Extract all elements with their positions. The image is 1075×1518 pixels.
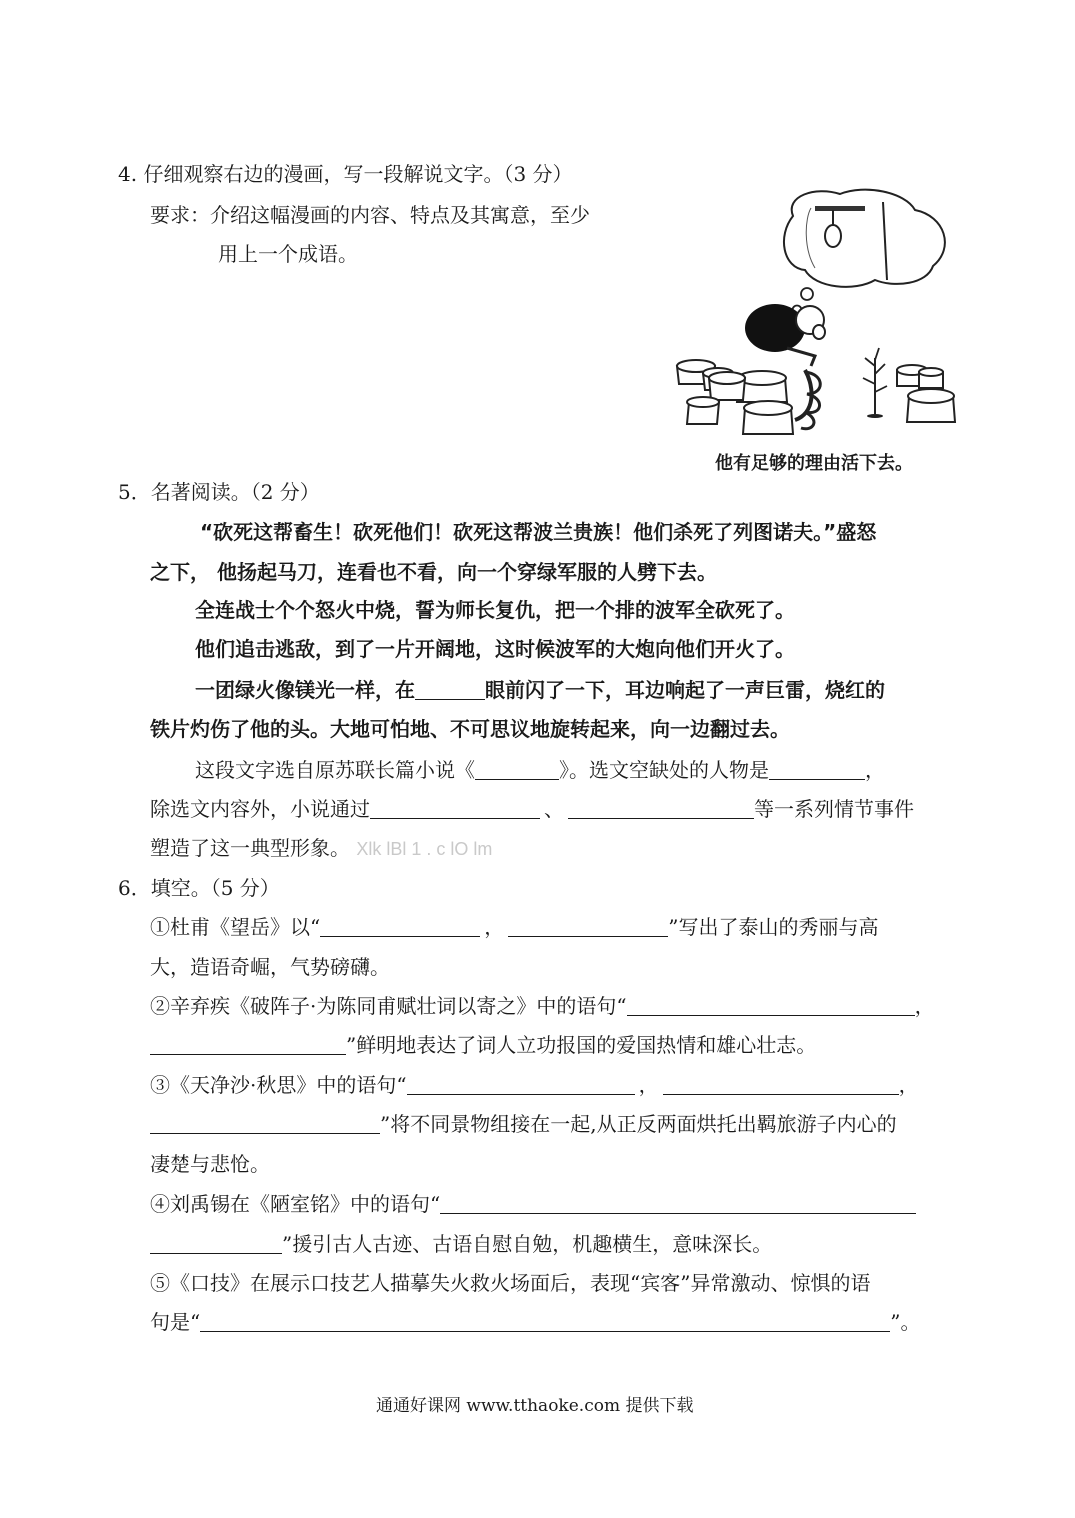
q6-item1-line1: [150, 913, 878, 941]
q5-passage-line3: 全连战士个个怒火中烧，誓为师长复仇，把一个排的波军全砍死了。: [195, 598, 795, 622]
q6-i4-blank2[interactable]: [150, 1231, 282, 1254]
q6-i5-text-c: ”。: [890, 1310, 921, 1334]
q6-i3-blank2[interactable]: [663, 1072, 899, 1095]
q6-i1-text-b: ，: [484, 915, 505, 939]
q6-item5-line2: [150, 1308, 920, 1336]
q6-title: 6．填空。（5 分）: [118, 876, 280, 900]
q4-title: 4. 仔细观察右边的漫画，写一段解说文字。（3 分）: [118, 162, 573, 186]
q5-passage-line5-before: 一团绿火像镁光一样，在: [195, 678, 415, 702]
q5-person-blank[interactable]: [415, 677, 485, 700]
q5-q2-text-a: 除选文内容外，小说通过: [150, 797, 370, 821]
q6-item4-line2: [150, 1230, 772, 1258]
q6-i4-blank1[interactable]: [440, 1191, 916, 1214]
q5-event1-blank[interactable]: [370, 796, 540, 819]
cartoon-caption: 他有足够的理由活下去。: [715, 453, 913, 474]
q6-item2-line1: [150, 992, 935, 1020]
q5-character-blank[interactable]: [769, 757, 865, 780]
q5-passage-line5: [195, 676, 885, 704]
faint-watermark-text: Xlk lBl 1 . c lO lm: [356, 839, 493, 859]
q6-i2-text-line2: ”鲜明地表达了词人立功报国的爱国热情和雄心壮志。: [346, 1033, 817, 1057]
q5-q1-text-c: ，: [865, 758, 885, 782]
q5-question-line2: [150, 795, 914, 823]
q5-question-line1: [195, 756, 885, 784]
q5-passage-line6: 铁片灼伤了他的头。大地可怕地、不可思议地旋转起来，向一边翻过去。: [150, 717, 790, 741]
q6-i3-text-c: ，: [898, 1073, 919, 1097]
q6-i3-text-line2: ”将不同景物组接在一起,从正反两面烘托出羁旅游子内心的: [380, 1112, 897, 1136]
q6-item5-line1: ⑤《口技》在展示口技艺人描摹失火救火场面后，表现“宾客”异常激动、惊惧的语: [150, 1271, 871, 1295]
q6-i5-blank[interactable]: [200, 1309, 890, 1332]
cartoon-drawing: [665, 188, 965, 488]
q6-item3-line2: [150, 1110, 897, 1138]
q5-passage-line4: 他们追击逃敌，到了一片开阔地，这时候波军的大炮向他们开火了。: [195, 637, 795, 661]
q6-i1-text-c: ”写出了泰山的秀丽与高: [668, 915, 879, 939]
q5-novel-title-blank[interactable]: [475, 757, 559, 780]
q6-i1-blank2[interactable]: [508, 914, 668, 937]
q6-i2-text-a: ②辛弃疾《破阵子·为陈同甫赋壮词以寄之》中的语句“: [150, 994, 627, 1018]
q5-q2-text-b: 、: [544, 797, 564, 821]
q6-i1-text-a: ①杜甫《望岳》以“: [150, 915, 321, 939]
q6-i3-text-b: ，: [638, 1073, 659, 1097]
q5-title: 5．名著阅读。（2 分）: [118, 480, 320, 504]
q5-question-line3: [150, 834, 492, 863]
q5-q1-text-b: 》。选文空缺处的人物是: [559, 758, 769, 782]
q6-i3-text-a: ③《天净沙·秋思》中的语句“: [150, 1073, 407, 1097]
q4-requirement-line1: 要求：介绍这幅漫画的内容、特点及其寓意，至少: [150, 203, 590, 227]
q6-i5-text-b: 句是“: [150, 1310, 201, 1334]
q5-event2-blank[interactable]: [568, 796, 754, 819]
q6-i2-blank1[interactable]: [627, 993, 915, 1016]
q6-item2-line2: [150, 1031, 816, 1059]
q5-q3-text: 塑造了这一典型形象。: [150, 836, 350, 860]
q6-i4-text-line2: ”援引古人古迹、古语自慰自勉，机趣横生，意味深长。: [282, 1232, 773, 1256]
footer-source-text: 通通好课网 www.tthaoke.com 提供下载: [376, 1396, 694, 1416]
q6-i4-text-a: ④刘禹锡在《陋室铭》中的语句“: [150, 1192, 441, 1216]
q6-i3-blank3[interactable]: [150, 1111, 380, 1134]
q4-requirement-line2: 用上一个成语。: [218, 242, 358, 266]
q5-passage-line2: 之下， 他扬起马刀，连看也不看，向一个穿绿军服的人劈下去。: [150, 560, 717, 584]
q6-item3-line1: [150, 1071, 919, 1099]
q6-item1-line2: 大，造语奇崛，气势磅礴。: [150, 955, 390, 979]
q6-i1-blank1[interactable]: [320, 914, 480, 937]
q6-item3-line3: 凄楚与悲怆。: [150, 1152, 270, 1176]
q6-i2-blank2[interactable]: [150, 1032, 346, 1055]
q5-passage-line1: “砍死这帮畜生！砍死他们！砍死这帮波兰贵族！他们杀死了列图诺夫。”盛怒: [200, 520, 877, 544]
cartoon-illustration: [665, 188, 965, 488]
q6-item4-line1: [150, 1190, 916, 1218]
q5-passage-line5-after: 眼前闪了一下，耳边响起了一声巨雷，烧红的: [485, 678, 885, 702]
q6-i3-blank1[interactable]: [407, 1072, 635, 1095]
q5-q2-text-c: 等一系列情节事件: [754, 797, 914, 821]
q6-i2-text-b: ，: [914, 994, 935, 1018]
q5-q1-text-a: 这段文字选自原苏联长篇小说《: [195, 758, 475, 782]
